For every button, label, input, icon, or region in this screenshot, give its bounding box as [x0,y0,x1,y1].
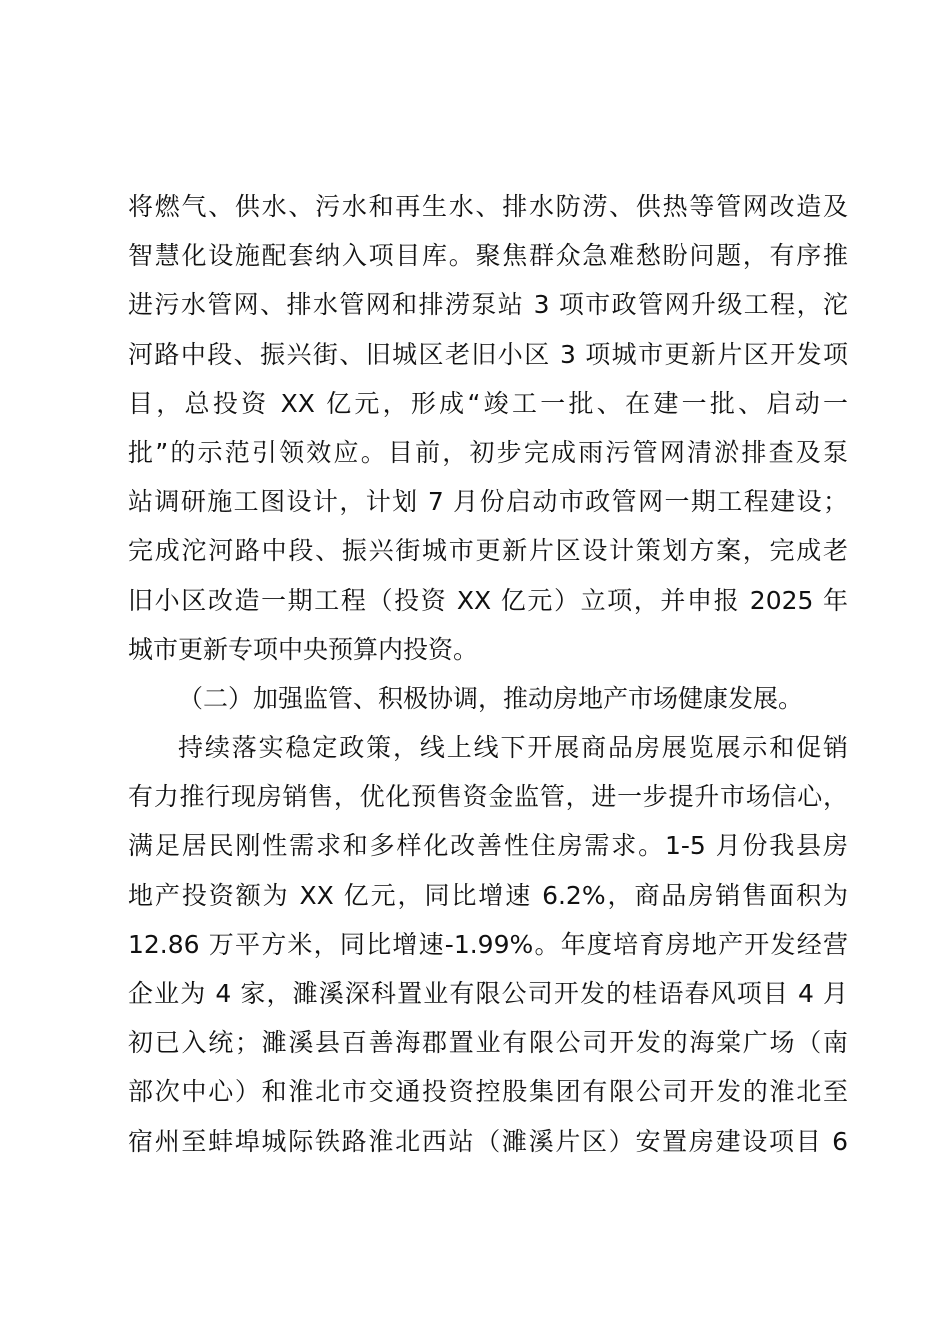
text-line: 批”的示范引领效应。目前，初步完成雨污管网清淤排查及泵 [128,437,848,467]
text-line: 持续落实稳定政策，线上线下开展商品房展览展示和促销 [178,733,848,763]
paragraph-continued [128,182,848,674]
text-line: 目，总投资 XX 亿元，形成“竣工一批、在建一批、启动一 [128,388,848,418]
text-line: 企业为 4 家，濉溪深科置业有限公司开发的桂语春风项目 4 月 [128,979,848,1008]
text-line: 完成沱河路中段、振兴街城市更新片区设计策划方案，完成老 [128,536,848,566]
text-line: 城市更新专项中央预算内投资。 [128,634,479,664]
text-line: 12.86 万平方米，同比增速-1.99%。年度培育房地产开发经营 [128,929,848,959]
text-line: 部次中心）和淮北市交通投资控股集团有限公司开发的淮北至 [128,1077,848,1107]
section-heading: （二）加强监管、积极协调，推动房地产市场健康发展。 [178,683,804,713]
text-line: 宿州至蚌埠城际铁路淮北西站（濉溪片区）安置房建设项目 6 [128,1126,848,1156]
text-line: 河路中段、振兴街、旧城区老旧小区 3 项城市更新片区开发项 [128,339,848,369]
text-line: 初已入统；濉溪县百善海郡置业有限公司开发的海棠广场（南 [128,1028,848,1058]
text-line: 进污水管网、排水管网和排涝泵站 3 项市政管网升级工程，沱 [128,290,848,320]
text-line: 站调研施工图设计，计划 7 月份启动市政管网一期工程建设； [128,487,848,517]
text-line: 有力推行现房销售，优化预售资金监管，进一步提升市场信心， [128,782,848,812]
paragraph [128,723,848,1166]
text-line: 地产投资额为 XX 亿元，同比增速 6.2%，商品房销售面积为 [128,880,848,910]
text-line: 满足居民刚性需求和多样化改善性住房需求。1-5 月份我县房 [128,831,848,861]
text-line: 旧小区改造一期工程（投资 XX 亿元）立项，并申报 2025 年 [128,585,848,615]
document-body [128,182,848,1166]
text-line: 智慧化设施配套纳入项目库。聚焦群众急难愁盼问题，有序推 [128,241,848,271]
text-line: 将燃气、供水、污水和再生水、排水防涝、供热等管网改造及 [128,192,848,221]
